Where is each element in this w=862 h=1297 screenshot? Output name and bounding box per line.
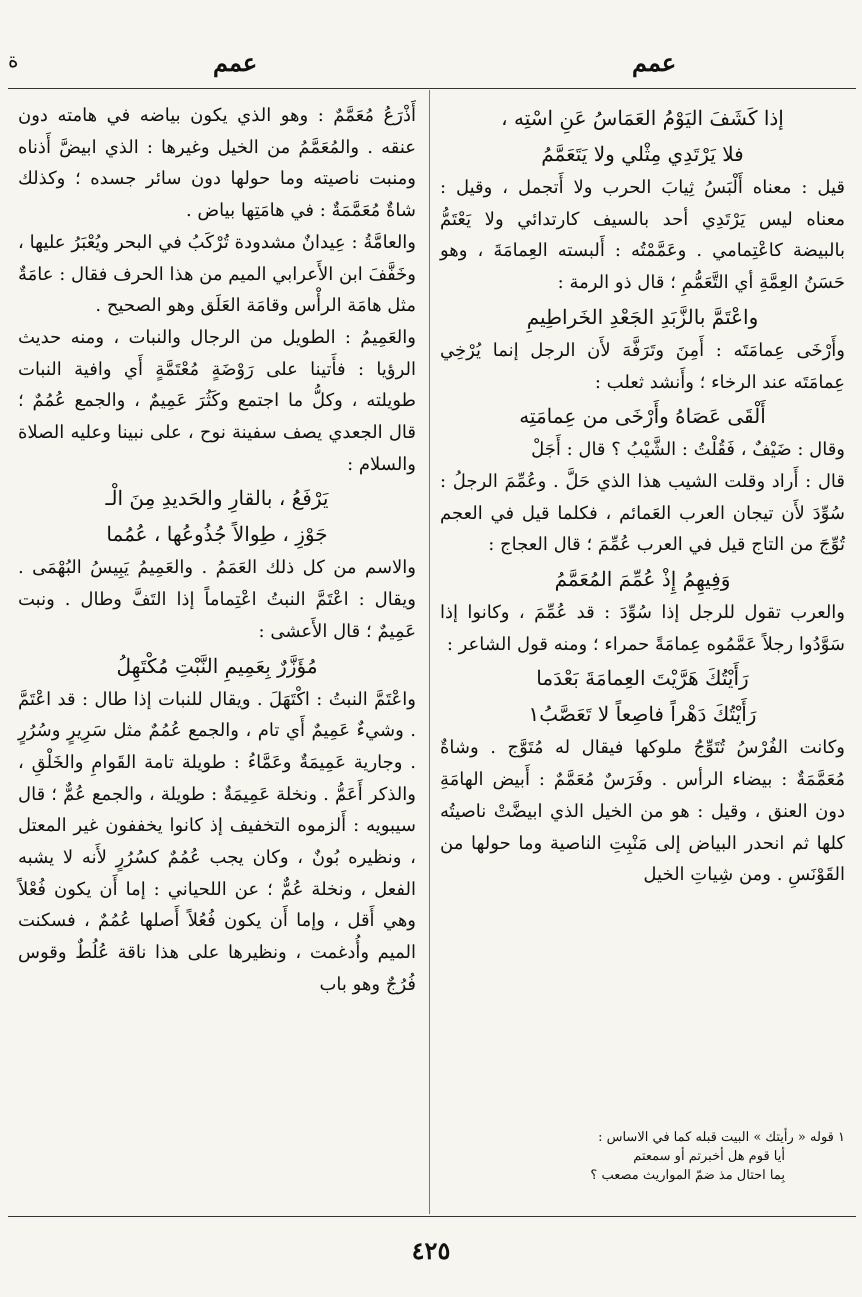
verse-line: فلا يَرْتَدِي مِثْلي ولا يَتَعَمَّمُ: [541, 142, 744, 166]
left-column: [18, 100, 416, 1001]
verse-line: أَلْقَى عَصَاهُ وأَرْخَى من عِمامَتِه: [519, 404, 766, 429]
paragraph: والعامَّةُ : عِيدانٌ مشدودة تُرْكَبُ في البحر ويُعْبَرُ عليها ، وخَفَّفَ ابن الأَعرابي الميم من هذا الحرف فقال : عامَةٌ مثل هامَة الرأْس وقامَة العَلَق وهو الصحيح .: [18, 231, 416, 317]
paragraph: والاسم من كل ذلك العَمَمُ . والعَمِيمُ يَبِيسُ البُهْمَى . ويقال : اعْتَمَّ النبتُ اعْتِماماً إذا التَفَّ وطال . ونبت عَمِيمٌ ؛ قال الأَعشى :: [18, 557, 416, 642]
verse-line: رَأَيْتُكَ دَهْراً فاصِعاً لا تَعَصَّبُ١: [528, 702, 757, 727]
running-header-left: عمم: [213, 48, 258, 77]
footnote: [440, 1128, 845, 1185]
paragraph: قال : أَراد وقلت الشيب هذا الذي حَلَّ . وعُمِّمَ الرجلُ : سُوِّدَ لأَن تيجان العرب العَمائم ، فكلما قيل في العجم تُوِّجَ من التاج قيل في العرب عُمِّمَ ؛ قال العجاج :: [440, 470, 845, 556]
paragraph: وقال : ضَيْفٌ ، فَقُلْتُ : الشَّيْبُ ؟ قال : أَجَلْ: [531, 439, 845, 461]
paragraph: والعَمِيمُ : الطويل من الرجال والنبات ، ومنه حديث الرؤيا : فأَتينا على رَوْضَةٍ مُعْتَمَّةٍ أَي وافية النبات طويلته ، وكلُّ ما اجتمع وكَثُرَ عَمِيمٌ ، والجمع عُمُمٌ ؛ قال الجعدي يصف سفينة نوح ، على نبينا وعليه الصلاة والسلام :: [18, 326, 416, 475]
footnote-line: بِما احتال مذ ضمّ المواريث مصعب ؟: [590, 1168, 785, 1183]
paragraph: قيل : معناه أَلْبَسُ ثِيابَ الحرب ولا أَتجمل ، وقيل : معناه ليس يَرْتَدِي أحد بالسيف كارتدائي ولا يَعْتَمُّ بالبيضة كاعْتِمامي . وعَمَّمْتُه : أَلبسته العِمامَةَ ، وهو حَسَنُ العِمَّةِ أي التَّعَمُّمِ ؛ قال ذو الرمة :: [440, 177, 845, 294]
footnote-line: أيا قوم هل أخبرتم أو سمعتم: [633, 1149, 785, 1164]
page-number: ٤٢٥: [411, 1236, 451, 1265]
verse-line: رَأَيْتُكَ هَرَّيْتَ العِمامَةَ بَعْدَما: [536, 666, 749, 691]
corner-mark: ة: [8, 48, 19, 72]
paragraph: وكانت الفُرْسُ تُتَوِّجُ ملوكها فيقال له مُتَوَّج . وشاةٌ مُعَمَّمَةٌ : بيضاء الرأس . وفَرَسٌ مُعَمَّمٌ : أَبيض الهامَةِ دون العنق ، وقيل : هو من الخيل الذي ابيضَّتْ ناصيتُه كلها ثم انحدر البياض إلى مَنْبِتِ الناصية وما حولها من القَوْنَسِ . ومن شِياتِ الخيل: [440, 737, 845, 886]
verse-line: جَوْزِ ، طِوالاً جُذُوعُها ، عُمُما: [106, 522, 328, 547]
footnote-line: ١ قوله « رأيتك » البيت قبله كما في الاساس :: [598, 1130, 845, 1145]
verse-line: يَرْفَعُ ، بالقارِ والحَديدِ مِنَ الْـ: [105, 486, 329, 511]
verse-line: مُؤَزَّرٌ بِعَمِيمِ النَّبْتِ مُكْتَهِلُ: [116, 653, 318, 678]
verse-line: واعْتَمَّ بالزَّبَدِ الجَعْدِ الخَراطِيمِ: [526, 304, 759, 329]
header-rule: [8, 88, 856, 89]
verse-line: إذا كَشَفَ اليَوْمُ العَمَاسُ عَنِ اسْتِه ،: [501, 106, 784, 130]
paragraph: وأَرْخَى عِمامَتَه : أَمِنَ وتَرَفَّهَ لأَن الرجل إنما يُرْخِي عِمامَتَه عند الرخاء ؛ وأَنشد ثعلب :: [440, 339, 845, 393]
verse-line: وَفِيهِمُ إِذْ عُمِّمَ المُعَمَّمُ: [554, 567, 731, 592]
right-column: [440, 100, 845, 891]
running-header-right: عمم: [632, 48, 677, 77]
paragraph: واعْتَمَّ النبتُ : اكْتَهَلَ . ويقال للنبات إذا طال : قد اعْتَمَّ . وشيءٌ عَمِيمٌ أَي تام ، والجمع عُمُمٌ مثل سَرِيرٍ وسُرُرٍ . وجارية عَمِيمَةٌ وعَمَّاءُ : طويلة تامة القَوامِ والخَلْقِ ، والذكر أَعَمُّ . ونخلة عَمِيمَةٌ : طويلة ، والجمع عُمٌّ ؛ قال سيبويه : أَلزموه التخفيف إذ كانوا يخففون غير المعتل ، ونظيره بُونٌ ، وكان يجب عُمُمٌ كسُرُرٍ لأَنه لا يشبه الفعل ، ونخلة عُمٌّ ؛ عن اللحياني : إما أَن يكون فُعْلاً وهي أَقل ، وإما أَن يكون فُعُلاً أَصلها عُمُمٌ ، فسكنت الميم وأُدغمت ، ونظيرها على هذا ناقة عُلُطٌ وقوس فُرُجٌ وهو باب: [18, 688, 416, 995]
footer-rule: [8, 1216, 856, 1217]
paragraph: والعرب تقول للرجل إذا سُوِّدَ : قد عُمِّمَ ، وكانوا إذا سَوَّدُوا رجلاً عَمَّمُوه عِمامَةً حمراء ؛ ومنه قول الشاعر :: [440, 602, 845, 655]
paragraph: أَذْرَعُ مُعَمَّمٌ : وهو الذي يكون بياضه في هامته دون عنقه . والمُعَمَّمُ من الخيل وغيرها : الذي ابيضَّ أَذناه ومنبت ناصيته وما حولها دون سائر جسده ؛ وكذلك شاةٌ مُعَمَّمَةٌ : في هامَتِها بياض .: [18, 105, 416, 222]
column-divider: [429, 90, 430, 1214]
